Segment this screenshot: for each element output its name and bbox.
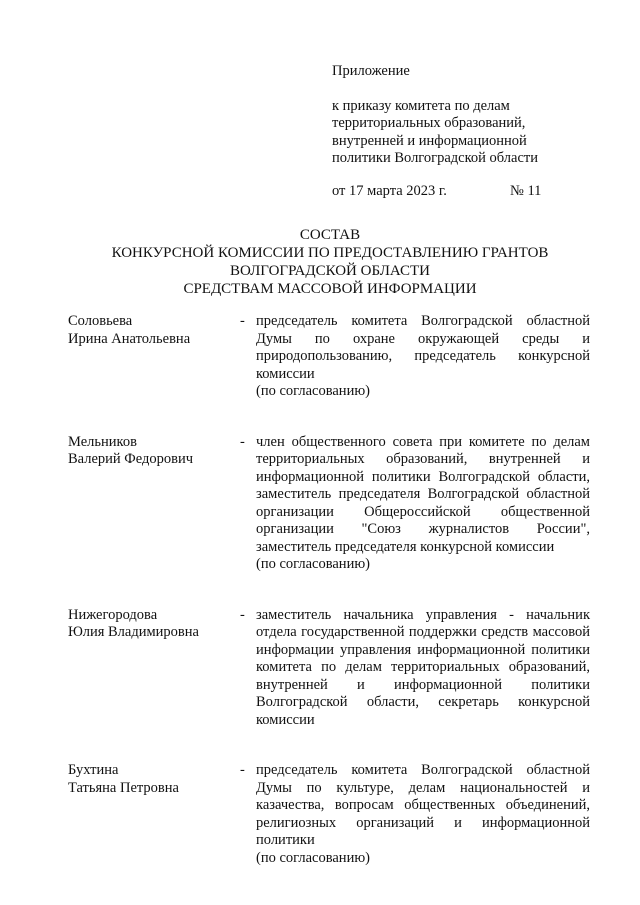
member-dash: -	[240, 606, 245, 623]
member-given-name: Ирина Анатольевна	[68, 330, 191, 347]
member-role-text: заместитель начальника управления - начальник отдела государственной поддержки средств массовой информации управления информационной политики комитета по делам территориальных образований, внутренней и информационной политики Волгоградской области, секретарь конкурсной комиссии	[256, 606, 590, 728]
title-line: ВОЛГОГРАДСКОЙ ОБЛАСТИ	[230, 263, 430, 279]
member-entry	[68, 762, 590, 867]
appendix-line: территориальных образований,	[332, 115, 526, 131]
member-entry	[68, 434, 590, 574]
member-dash: -	[240, 433, 245, 450]
member-surname: Бухтина	[68, 762, 119, 778]
member-given-name: Валерий Федорович	[68, 451, 194, 467]
member-name	[68, 434, 240, 574]
member-given-name: Юлия Владимировна	[68, 624, 199, 640]
member-dash: -	[240, 762, 245, 778]
member-role-text: председатель комитета Волгоградской областной Думы по культуре, делам национальностей и казачества, вопросам общественных объединений, религиозных организаций и информационной политики	[256, 762, 590, 848]
member-note: (по согласованию)	[256, 556, 370, 572]
appendix-block	[332, 63, 622, 168]
title-line: СРЕДСТВАМ МАССОВОЙ ИНФОРМАЦИИ	[183, 281, 477, 297]
member-name	[68, 313, 240, 401]
member-note: (по согласованию)	[256, 849, 370, 866]
member-surname: Мельников	[68, 433, 137, 450]
member-role	[256, 434, 590, 574]
member-role-text: председатель комитета Волгоградской областной Думы по охране окружающей среды и природопользованию, председатель конкурсной комиссии	[256, 313, 590, 382]
title-line: СОСТАВ	[299, 227, 361, 243]
appendix-heading: Приложение	[332, 63, 410, 79]
member-surname: Соловьева	[68, 313, 133, 329]
appendix-line: к приказу комитета по делам	[332, 97, 510, 114]
member-role	[256, 762, 590, 867]
appendix-line: политики Волгоградской области	[332, 150, 539, 166]
member-entry	[68, 607, 590, 730]
member-surname: Нижегородова	[68, 606, 158, 623]
member-given-name: Татьяна Петровна	[68, 779, 179, 796]
member-dash: -	[240, 313, 245, 329]
member-name	[68, 607, 240, 730]
appendix-line: внутренней и информационной	[332, 132, 527, 149]
member-role	[256, 313, 590, 401]
members-list	[68, 313, 590, 900]
member-role-text: член общественного совета при комитете по делам территориальных образований, внутренней и информационной политики Волгоградской области, заместитель председателя Волгоградской областной организации Общероссийской общественной организации "Союз журналистов России", заместитель председателя конкурсной комиссии	[256, 433, 590, 555]
member-entry	[68, 313, 590, 401]
order-number: № 11	[510, 183, 542, 199]
member-name	[68, 762, 240, 867]
title-line: КОНКУРСНОЙ КОМИССИИ ПО ПРЕДОСТАВЛЕНИЮ ГРАНТОВ	[111, 245, 549, 261]
document-title	[60, 226, 600, 298]
order-date: от 17 марта 2023 г.	[332, 183, 447, 199]
member-role	[256, 607, 590, 730]
member-note: (по согласованию)	[256, 383, 370, 399]
